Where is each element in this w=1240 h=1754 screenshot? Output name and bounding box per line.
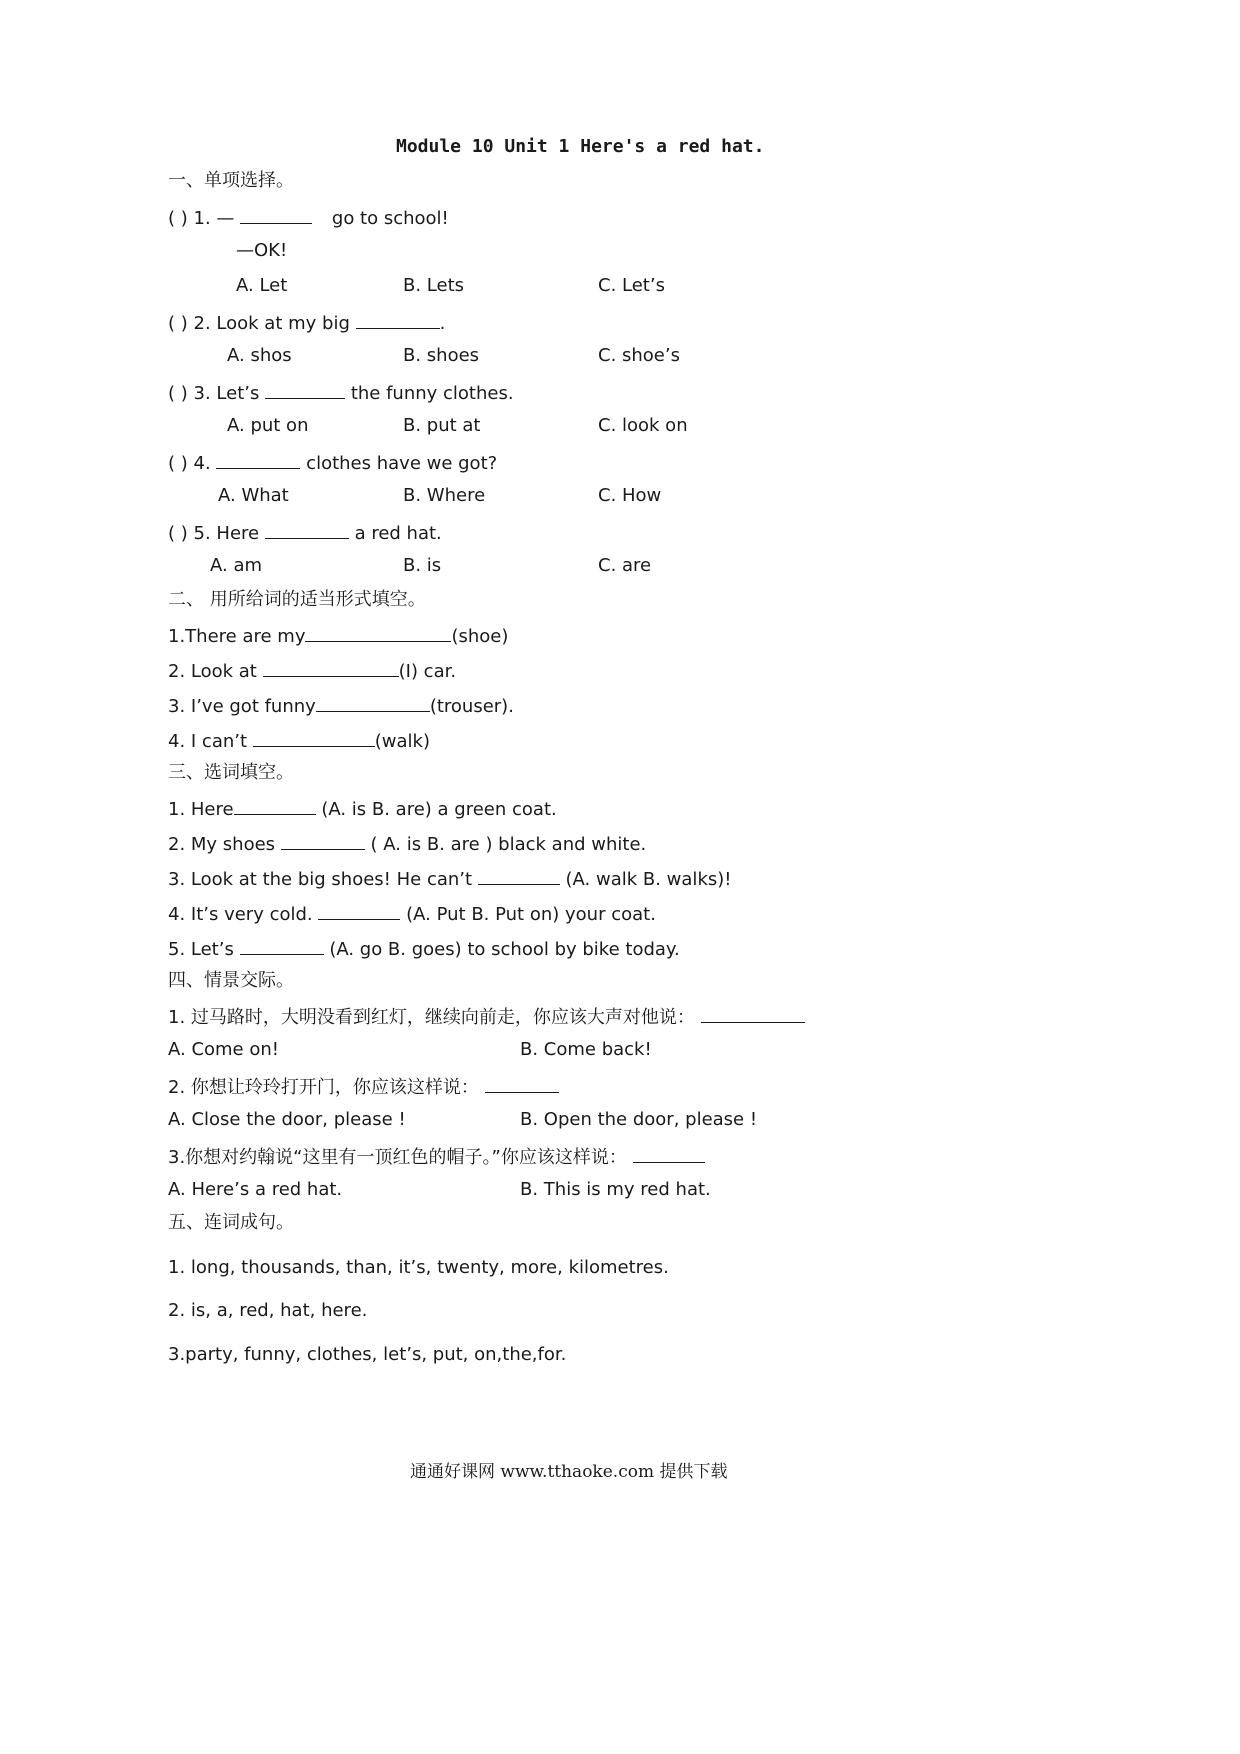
question-1-reply: —OK! bbox=[236, 240, 288, 261]
question-text: 5. Here bbox=[193, 523, 260, 544]
item-choices: (A. go B. goes) to school by bike today. bbox=[329, 939, 680, 960]
word-order-item-2: 2. is, a, red, hat, here. bbox=[168, 1300, 368, 1321]
item-hint: (trouser). bbox=[429, 696, 514, 717]
page-footer: 通通好课网 www.tthaoke.com 提供下载 bbox=[410, 1462, 728, 1482]
option-c: C. shoe’s bbox=[598, 345, 680, 366]
item-text: 2. My shoes bbox=[168, 834, 276, 855]
item-choices: (A. Put B. Put on) your coat. bbox=[406, 904, 656, 925]
situation-text: 1. 过马路时，大明没看到红灯，继续向前走，你应该大声对他说： bbox=[168, 1007, 695, 1028]
answer-paren: ( ) bbox=[168, 383, 188, 404]
option-a: A. Here’s a red hat. bbox=[168, 1179, 343, 1200]
answer-blank[interactable] bbox=[253, 728, 375, 747]
option-a: A. am bbox=[210, 555, 263, 576]
answer-blank[interactable] bbox=[265, 520, 349, 539]
option-c: C. Let’s bbox=[598, 275, 665, 296]
option-a: A. What bbox=[218, 485, 289, 506]
item-text: 3. I’ve got funny bbox=[168, 696, 316, 717]
section-4-heading: 四、情景交际。 bbox=[168, 970, 294, 991]
choose-item-5 bbox=[168, 936, 680, 961]
fill-item-3 bbox=[168, 693, 514, 718]
answer-blank[interactable] bbox=[281, 831, 365, 850]
fill-item-4 bbox=[168, 728, 430, 753]
item-choices: ( A. is B. are ) black and white. bbox=[370, 834, 647, 855]
situation-1 bbox=[168, 1004, 805, 1029]
choose-item-3 bbox=[168, 866, 731, 891]
answer-blank[interactable] bbox=[316, 693, 430, 712]
question-text: go to school! bbox=[331, 208, 449, 229]
question-4-line bbox=[168, 450, 497, 475]
section-3-heading: 三、选词填空。 bbox=[168, 762, 294, 783]
item-text: 1.There are my bbox=[168, 626, 306, 647]
question-3-line bbox=[168, 380, 514, 405]
question-text: 2. Look at my big bbox=[193, 313, 350, 334]
item-hint: (walk) bbox=[374, 731, 431, 752]
option-b: B. Open the door, please ! bbox=[520, 1109, 758, 1130]
option-c: C. look on bbox=[598, 415, 688, 436]
word-order-item-3: 3.party, funny, clothes, let’s, put, on,the,for. bbox=[168, 1344, 567, 1365]
item-text: 5. Let’s bbox=[168, 939, 234, 960]
answer-blank[interactable] bbox=[240, 936, 324, 955]
option-c: C. How bbox=[598, 485, 662, 506]
fill-item-2 bbox=[168, 658, 456, 683]
item-hint: (shoe) bbox=[451, 626, 509, 647]
question-text: 3. Let’s bbox=[193, 383, 260, 404]
answer-blank[interactable] bbox=[478, 866, 560, 885]
question-2-line bbox=[168, 310, 445, 335]
answer-blank[interactable] bbox=[485, 1074, 559, 1093]
question-end: . bbox=[439, 313, 446, 334]
option-b: B. shoes bbox=[403, 345, 480, 366]
choose-item-2 bbox=[168, 831, 646, 856]
option-b: B. Lets bbox=[403, 275, 465, 296]
situation-2 bbox=[168, 1074, 559, 1099]
option-b: B. Come back! bbox=[520, 1039, 652, 1060]
situation-text: 2. 你想让玲玲打开门，你应该这样说： bbox=[168, 1077, 479, 1098]
situation-text: 3.你想对约翰说“这里有一顶红色的帽子。”你应该这样说： bbox=[168, 1147, 627, 1168]
item-choices: (A. is B. are) a green coat. bbox=[321, 799, 557, 820]
question-1-line bbox=[168, 205, 449, 230]
answer-blank[interactable] bbox=[305, 623, 451, 642]
answer-blank[interactable] bbox=[701, 1004, 805, 1023]
situation-3 bbox=[168, 1144, 705, 1169]
answer-blank[interactable] bbox=[265, 380, 345, 399]
option-a: A. Let bbox=[236, 275, 288, 296]
item-text: 4. I can’t bbox=[168, 731, 248, 752]
option-a: A. put on bbox=[227, 415, 309, 436]
item-hint: (I) car. bbox=[398, 661, 457, 682]
item-text: 1. Here bbox=[168, 799, 234, 820]
option-b: B. put at bbox=[403, 415, 481, 436]
question-text-after: a red hat. bbox=[354, 523, 442, 544]
answer-paren: ( ) bbox=[168, 208, 188, 229]
word-order-item-1: 1. long, thousands, than, it’s, twenty, more, kilometres. bbox=[168, 1257, 669, 1278]
option-b: B. is bbox=[403, 555, 442, 576]
answer-blank[interactable] bbox=[240, 205, 312, 224]
option-b: B. This is my red hat. bbox=[520, 1179, 711, 1200]
item-text: 3. Look at the big shoes! He can’t bbox=[168, 869, 473, 890]
question-number: 1. — bbox=[193, 208, 235, 229]
answer-paren: ( ) bbox=[168, 453, 188, 474]
answer-blank[interactable] bbox=[633, 1144, 705, 1163]
fill-item-1 bbox=[168, 623, 508, 648]
answer-blank[interactable] bbox=[234, 796, 316, 815]
option-a: A. Come on! bbox=[168, 1039, 279, 1060]
choose-item-1 bbox=[168, 796, 557, 821]
question-text-after: clothes have we got? bbox=[306, 453, 498, 474]
question-text: 4. bbox=[193, 453, 211, 474]
item-text: 4. It’s very cold. bbox=[168, 904, 313, 925]
answer-blank[interactable] bbox=[356, 310, 440, 329]
option-a: A. Close the door, please ! bbox=[168, 1109, 406, 1130]
answer-paren: ( ) bbox=[168, 313, 188, 334]
answer-paren: ( ) bbox=[168, 523, 188, 544]
answer-blank[interactable] bbox=[318, 901, 400, 920]
option-b: B. Where bbox=[403, 485, 486, 506]
section-2-heading: 二、 用所给词的适当形式填空。 bbox=[168, 589, 426, 610]
question-text-after: the funny clothes. bbox=[350, 383, 514, 404]
item-choices: (A. walk B. walks)! bbox=[565, 869, 732, 890]
section-1-heading: 一、单项选择。 bbox=[168, 170, 294, 191]
question-5-line bbox=[168, 520, 442, 545]
option-c: C. are bbox=[598, 555, 652, 576]
section-5-heading: 五、连词成句。 bbox=[168, 1212, 294, 1233]
item-text: 2. Look at bbox=[168, 661, 257, 682]
answer-blank[interactable] bbox=[263, 658, 399, 677]
answer-blank[interactable] bbox=[216, 450, 300, 469]
option-a: A. shos bbox=[227, 345, 292, 366]
choose-item-4 bbox=[168, 901, 656, 926]
page-title: Module 10 Unit 1 Here's a red hat. bbox=[396, 136, 765, 157]
